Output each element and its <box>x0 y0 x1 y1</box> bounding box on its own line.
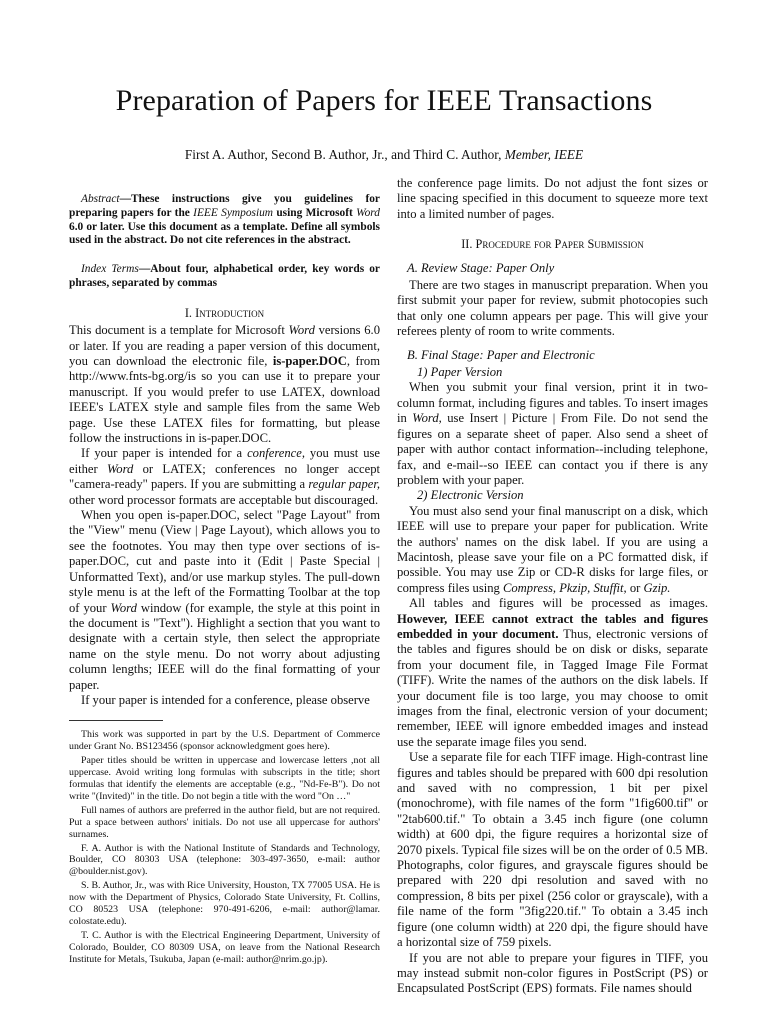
footnote: T. C. Author is with the Electrical Engineering Department, University of Colorado, Boulder, CO 80309 USA, on leave from the National Research Institute for Metals, Tsukuba, Japan (e-mail: author@nrim.go.jp). <box>69 929 380 965</box>
index-terms <box>69 263 380 291</box>
paragraph <box>397 596 708 750</box>
subsection-heading: B. Final Stage: Paper and Electronic <box>407 347 595 362</box>
abstract-label: Abstract <box>81 193 120 205</box>
text-run: , from http://www.fnts-bg.org/is so you can use it to prepare your manuscript. If you would prefer to use LATEX, download IEEE's LATEX style and sample files from the same Web page. Use these LATEX files for formatting, but please follow the instructions in is-paper.DOC. <box>69 354 380 446</box>
text-run: Word, <box>412 411 442 426</box>
abstract-text: IEEE Symposium <box>193 206 274 219</box>
text-run: You must also send your final manuscript on a disk, which IEEE will use to prepare your paper for publication. Write the authors' names on the disk label. If you are using a Macintosh, please save your file on a PC formatted disk, if possible. You may use Zip or CD-R disks for large files, or compress files using <box>397 503 708 595</box>
author-membership: Member, IEEE <box>504 147 584 162</box>
text-run: All tables and figures will be processed as images. <box>409 596 708 611</box>
text-run: other word processor formats are acceptable but discouraged. <box>69 492 379 507</box>
paragraph <box>69 446 380 508</box>
paragraph <box>69 508 380 693</box>
section-title: Introduction <box>195 305 265 320</box>
abstract-text: using Microsoft <box>273 206 357 219</box>
text-run: you must use either <box>69 446 380 476</box>
text-run: or LATEX; conferences no longer accept "camera-ready" papers. If you are submitting a <box>69 461 380 492</box>
text-run: window (for example, the style at this point in the document is "Text"). Highlight a section that you want to designate with a certain style, then select the appropriate name on the style menu. Do not worry about adjusting column lengths; IEEE will do the final formatting of your paper. <box>69 600 380 692</box>
paragraph: There are two stages in manuscript preparation. When you first submit your paper for review, submit photocopies such that only one column appears per page. This will give your referees plenty of room to write comments. <box>397 278 708 339</box>
paragraph: If you are not able to prepare your figures in TIFF, you may instead submit non-color figures in PostScript (PS) or Encapsulated PostScript (EPS) formats. File names should <box>397 950 708 996</box>
author-names: First A. Author, Second B. Author, Jr., and Third C. Author, <box>184 147 505 162</box>
index-terms-label: Index Terms <box>81 263 139 276</box>
section-number: II. <box>461 237 476 252</box>
section-heading-introduction <box>69 306 380 321</box>
abstract-text: Word <box>356 206 380 219</box>
abstract-text: 6.0 or later. Use this document as a template. Define all symbols used in the abstract. Do not cite references in the abstract. <box>69 220 380 247</box>
footnote: This work was supported in part by the U.S. Department of Commerce under Grant No. BS123456 (sponsor acknowledgment goes here). <box>69 729 380 753</box>
paragraph: Use a separate file for each TIFF image. High-contrast line figures and tables should be prepared with 600 dpi resolution and saved with no compression, 1 bit per pixel (monochrome), with file names of the form "1fig600.tif" or "2tab600.tif." To obtain a 3.45 inch figure (one column width) at 600 dpi, the figure requires a horizontal size of 2070 pixels. Typical file sizes will be on the order of 0.5 MB. Photographs, color figures, and grayscale figures should be prepared with 220 dpi resolution and saved with no compression, 8 bits per pixel (256 color or grayscale), with a file name of the form "3fig220.tif." To obtain a 3.45 inch figure (one column width) at 220 dpi, the figure should have a horizontal size of 759 pixels. <box>397 750 708 950</box>
text-run: Word <box>106 461 134 476</box>
text-run: However, IEEE cannot extract the tables and figures embedded in your document. <box>397 611 708 641</box>
text-run: is-paper.DOC <box>272 354 347 368</box>
text-run: Word <box>110 600 137 615</box>
paper-title: Preparation of Papers for IEEE Transactions <box>115 84 653 117</box>
paragraph <box>397 504 708 596</box>
paragraph: the conference page limits. Do not adjust the font sizes or line spacing specified in this document to squeeze more text into a limited number of pages. <box>397 176 708 221</box>
footnote: F. A. Author is with the National Institute of Standards and Technology, Boulder, CO 80303 USA (telephone: 303-497-3650, e-mail: author @boulder.nist.gov). <box>69 842 380 878</box>
footnote-rule <box>69 720 163 721</box>
author-line <box>0 147 768 163</box>
section-title: Procedure for Paper Submission <box>475 237 644 252</box>
section-heading-procedure <box>397 237 708 252</box>
text-run: Word <box>288 323 315 338</box>
text-run: This document is a template for Microsoft <box>69 323 289 338</box>
text-run: Compress, Pkzip, Stuffit, <box>502 580 627 595</box>
text-run: If your paper is intended for a <box>81 446 248 461</box>
abstract-text: These instructions give you guidelines for preparing papers for the <box>69 193 380 219</box>
text-run: When you open is-paper.DOC, select "Page Layout" from the "View" menu (View | Page Layout), which allows you to see the footnotes. You may then type over sections of is-paper.DOC, cut and paste into it (Edit | Paste Special | Unformatted Text), and/or use markup styles. The pull-down style menu is at the left of the Formatting Toolbar at the top of your <box>69 508 380 615</box>
paragraph <box>69 323 380 446</box>
text-run: versions 6.0 or later. If you are reading a paper version of this document, you can download the electronic file, <box>69 323 381 368</box>
paragraph <box>397 380 708 488</box>
right-column <box>397 176 708 997</box>
text-run: Thus, electronic versions of the tables and figures should be on disk or disks, separate from your document file, in Tagged Image File Format (TIFF). Write the names of the authors on the disk labels. If your document file is too large, you may choose to omit images from the final, electronic version of your document; remember, IEEE will ignore embedded images and instead use the separate image files you send. <box>397 626 708 749</box>
text-run: or <box>626 580 644 595</box>
subsubsection-heading: 1) Paper Version <box>417 365 503 380</box>
abstract <box>69 193 380 248</box>
text-run: When you submit your final version, print it in two-column format, including figures and tables. To insert images in <box>397 380 708 426</box>
footnote: Paper titles should be written in uppercase and lowercase letters ,not all uppercase. Avoid writing long formulas with subscripts in the title; short formulas that identify the elements are acceptable (e.g., "Nd-Fe-B"). Do not write "(Invited)" in the title. Do not begin a title with the word "On …" <box>69 755 380 802</box>
left-column <box>69 176 380 966</box>
footnote: S. B. Author, Jr., was with Rice University, Houston, TX 77005 USA. He is now with the Department of Physics, Colorado State University, Ft. Collins, CO 80523 USA (telephone: 970-491-6206, e-mail: author@lamar. colostate.edu). <box>69 880 380 927</box>
abstract-dash: — <box>119 193 131 205</box>
text-run: Gzip. <box>643 580 671 595</box>
paragraph: If your paper is intended for a conference, please observe <box>81 692 370 707</box>
subsection-heading: A. Review Stage: Paper Only <box>407 260 555 275</box>
section-number: I. <box>184 305 196 320</box>
text-run: regular paper, <box>308 477 380 492</box>
text-run: use Insert | Picture | From File. Do not send the figures on a separate sheet of paper. Also send a sheet of paper with author contact information--including telephone, fax, and e-mail--so IEEE can contact you if there is any problem with your paper. <box>397 411 708 487</box>
footnote: Full names of authors are preferred in the author field, but are not required. Put a space between authors' initials. Do not use all uppercase for authors' surnames. <box>69 804 380 840</box>
subsubsection-heading: 2) Electronic Version <box>417 488 524 503</box>
index-terms-text: —About four, alphabetical order, key words or phrases, separated by commas <box>69 263 380 289</box>
text-run: conference, <box>247 446 305 461</box>
